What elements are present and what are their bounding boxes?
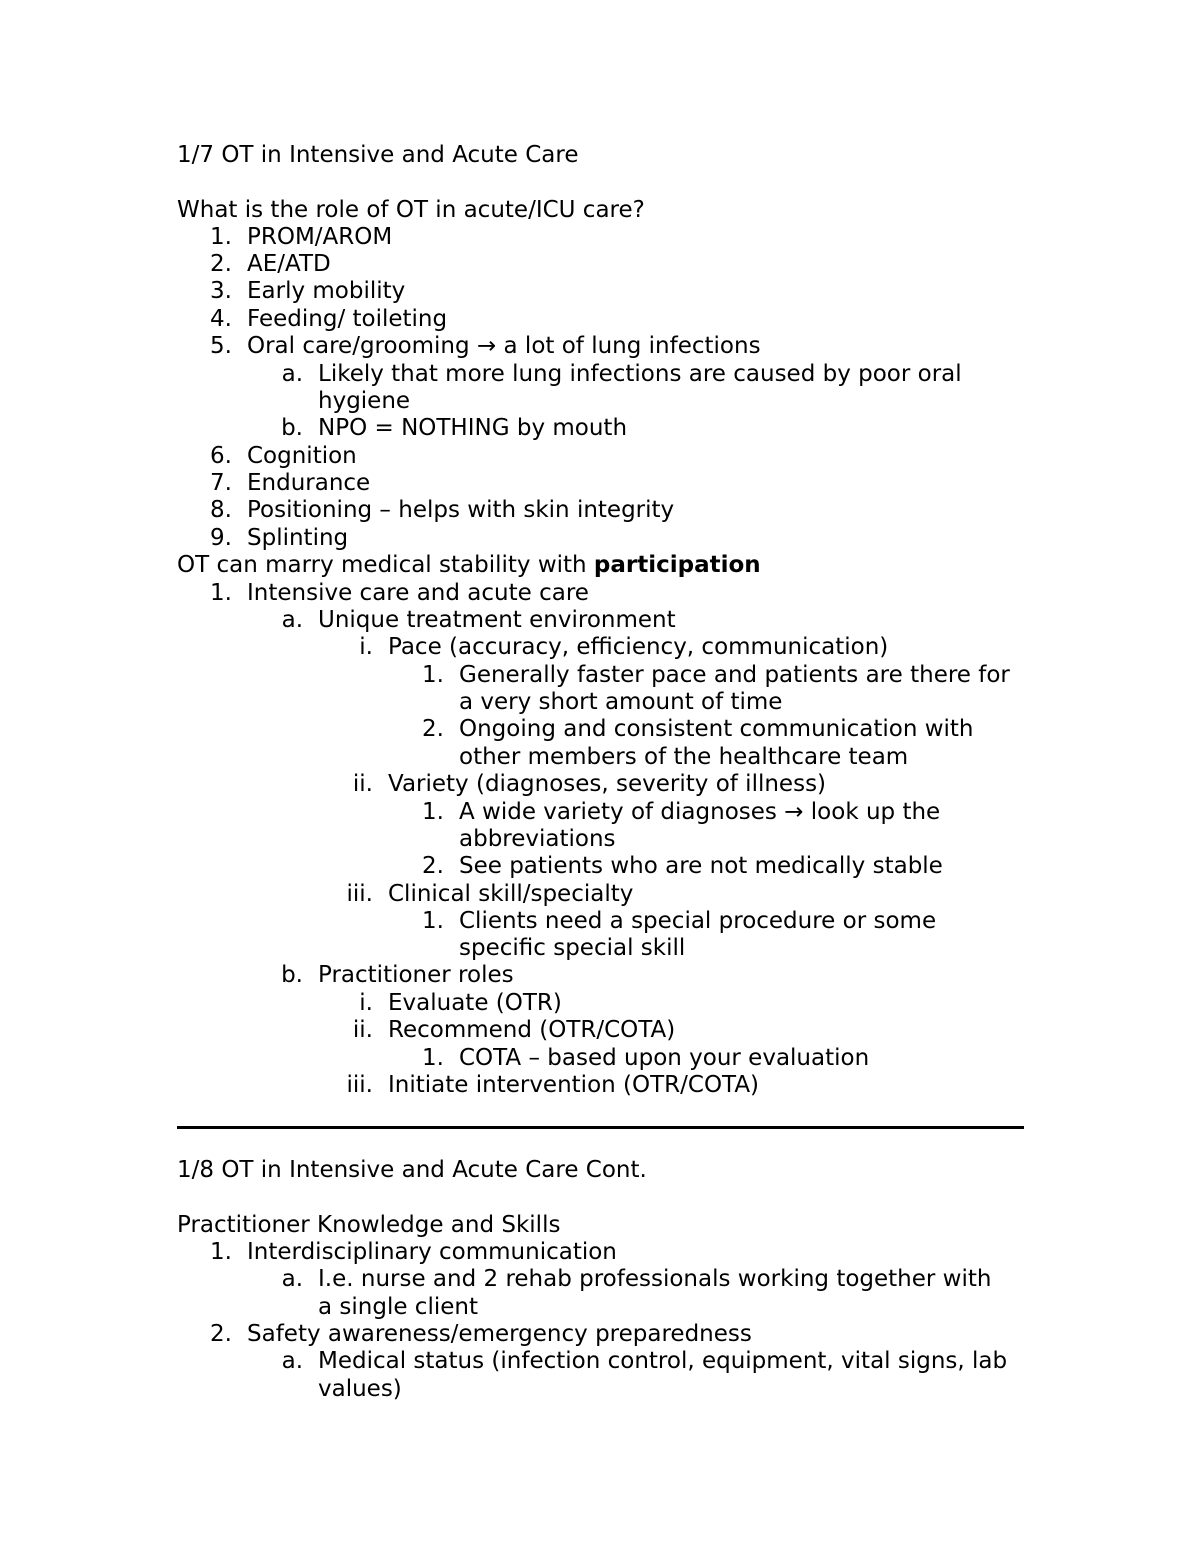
list-item: See patients who are not medically stable: [459, 853, 943, 879]
list-item: Positioning – helps with skin integrity: [247, 497, 675, 523]
list-marker: 4.: [210, 306, 232, 332]
list-marker: 8.: [210, 497, 232, 523]
list-marker: b.: [281, 962, 303, 988]
list-marker: 5.: [210, 333, 232, 359]
list-item-text: Oral care/grooming: [247, 333, 470, 359]
paragraph-text: OT can marry medical stability with: [177, 552, 587, 578]
paragraph: [177, 552, 761, 579]
list-item: Recommend (OTR/COTA): [388, 1017, 676, 1043]
list-marker: 1.: [422, 662, 444, 688]
list-marker: 6.: [210, 443, 232, 469]
list-marker: 2.: [422, 853, 444, 879]
list-item: Likely that more lung infections are caused by poor oral: [318, 361, 962, 387]
list-item: Interdisciplinary communication: [247, 1239, 617, 1265]
list-item: Evaluate (OTR): [388, 990, 562, 1016]
list-marker: a.: [281, 1266, 303, 1292]
list-item: Practitioner roles: [318, 962, 514, 988]
list-item: Pace (accuracy, efficiency, communication): [388, 634, 889, 660]
list-item-continuation: a very short amount of time: [459, 689, 783, 715]
horizontal-divider: [177, 1126, 1024, 1129]
list-item: Clients need a special procedure or some: [459, 908, 937, 934]
list-marker: iii.: [346, 1072, 373, 1098]
list-marker: 1.: [422, 908, 444, 934]
list-item-text: look up the: [810, 799, 941, 825]
list-item: [247, 333, 761, 360]
list-item: Early mobility: [247, 278, 406, 304]
list-marker: 2.: [210, 251, 232, 277]
list-marker: a.: [281, 607, 303, 633]
list-marker: i.: [359, 990, 373, 1016]
section1-title: 1/7 OT in Intensive and Acute Care: [177, 142, 579, 168]
list-item: COTA – based upon your evaluation: [459, 1045, 870, 1071]
list-marker: 1.: [422, 799, 444, 825]
list-item-continuation: hygiene: [318, 388, 411, 414]
list-item: Feeding/ toileting: [247, 306, 448, 332]
list-marker: 9.: [210, 525, 232, 551]
section2-title: 1/8 OT in Intensive and Acute Care Cont.: [177, 1157, 647, 1183]
list-item-text: a lot of lung infections: [503, 333, 761, 359]
list-marker: 7.: [210, 470, 232, 496]
list-item-text: A wide variety of diagnoses: [459, 799, 777, 825]
arrow-right-icon: →: [476, 333, 497, 359]
list-item-continuation: specific special skill: [459, 935, 686, 961]
list-item: I.e. nurse and 2 rehab professionals working together with: [318, 1266, 992, 1292]
list-item: Splinting: [247, 525, 349, 551]
list-marker: 2.: [210, 1321, 232, 1347]
list-item: Medical status (infection control, equipment, vital signs, lab: [318, 1348, 1008, 1374]
list-marker: iii.: [346, 881, 373, 907]
list-marker: ii.: [352, 1017, 373, 1043]
list-item: Safety awareness/emergency preparedness: [247, 1321, 752, 1347]
bold-text: participation: [593, 552, 761, 578]
list-marker: 1.: [210, 580, 232, 606]
list-item: Variety (diagnoses, severity of illness): [388, 771, 827, 797]
list-item: Intensive care and acute care: [247, 580, 589, 606]
list-marker: 1.: [210, 1239, 232, 1265]
section1-question: What is the role of OT in acute/ICU care?: [177, 197, 645, 223]
list-marker: 3.: [210, 278, 232, 304]
list-marker: i.: [359, 634, 373, 660]
list-item: Cognition: [247, 443, 357, 469]
list-item: AE/ATD: [247, 251, 331, 277]
list-marker: a.: [281, 361, 303, 387]
list-marker: 2.: [422, 716, 444, 742]
list-item: PROM/AROM: [247, 224, 393, 250]
list-marker: a.: [281, 1348, 303, 1374]
list-item: Endurance: [247, 470, 371, 496]
list-item: Ongoing and consistent communication with: [459, 716, 974, 742]
list-item-continuation: values): [318, 1376, 402, 1402]
arrow-right-icon: →: [784, 799, 804, 825]
list-marker: 1.: [210, 224, 232, 250]
list-item: Initiate intervention (OTR/COTA): [388, 1072, 760, 1098]
list-item-continuation: other members of the healthcare team: [459, 744, 909, 770]
list-item: Generally faster pace and patients are there for: [459, 662, 1010, 688]
list-marker: b.: [281, 415, 303, 441]
list-item-continuation: abbreviations: [459, 826, 616, 852]
list-item: Unique treatment environment: [318, 607, 676, 633]
list-item: NPO = NOTHING by mouth: [318, 415, 628, 441]
list-marker: ii.: [352, 771, 373, 797]
list-marker: 1.: [422, 1045, 444, 1071]
section2-heading: Practitioner Knowledge and Skills: [177, 1212, 561, 1238]
list-item: Clinical skill/specialty: [388, 881, 634, 907]
list-item-continuation: a single client: [318, 1294, 478, 1320]
list-item: [459, 799, 940, 826]
